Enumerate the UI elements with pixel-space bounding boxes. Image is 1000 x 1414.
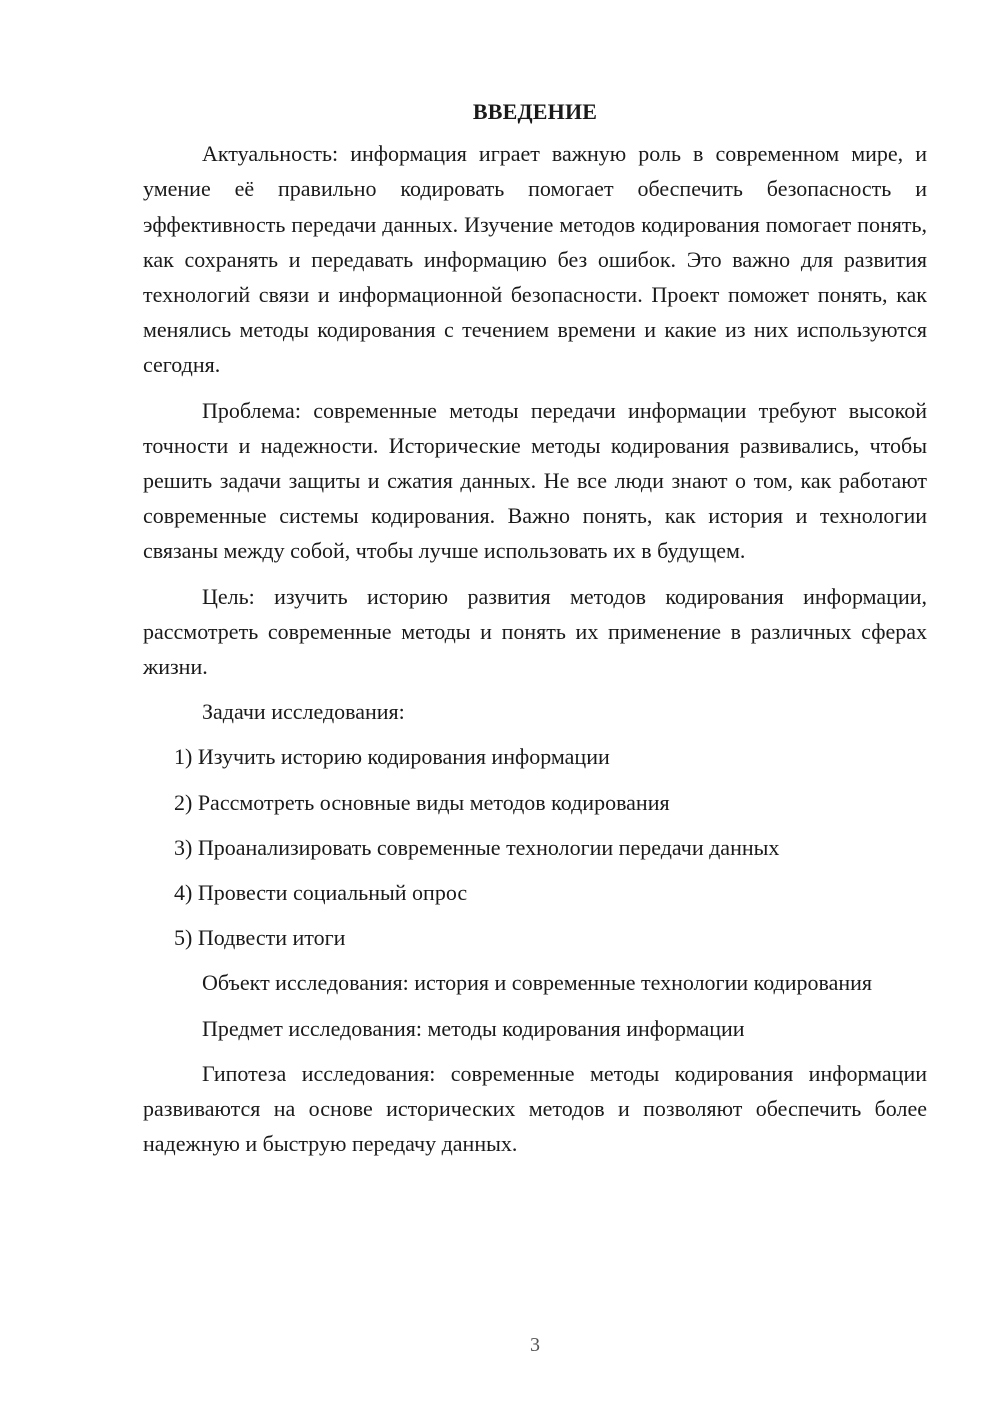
task-item: 5) Подвести итоги [174,925,346,951]
page-number: 3 [530,1334,540,1356]
task-item: 3) Проанализировать современные технологии передачи данных [174,834,780,860]
tasks-heading: Задачи исследования: [202,699,405,725]
page-content [143,94,927,1171]
task-item: 4) Провести социальный опрос [174,880,468,906]
paragraph-object: Объект исследования: история и современные технологии кодирования [202,970,873,996]
paragraph-subject: Предмет исследования: методы кодирования информации [202,1015,745,1041]
task-item: 2) Рассмотреть основные виды методов кодирования [174,789,670,815]
task-item: 1) Изучить историю кодирования информации [174,744,610,770]
paragraph-hypothesis: Гипотеза исследования: современные методы кодирования информации развиваются на основе исторических методов и позволяют обеспечить более надежную и быструю передачу данных. [143,1060,927,1157]
task-list [143,739,927,955]
section-title: ВВЕДЕНИЕ [472,99,598,124]
paragraph-relevance: Актуальность: информация играет важную роль в современном мире, и умение её правильно кодировать помогает обеспечить безопасность и эффективность передачи данных. Изучение методов кодирования помогает понять, как сохранять и передавать информацию без ошибок. Это важно для развития технологий связи и информационной безопасности. Проект поможет понять, как менялись методы кодирования с течением времени и какие из них используются сегодня. [143,141,927,378]
paragraph-goal: Цель: изучить историю развития методов кодирования информации, рассмотреть современные методы и понять их применение в различных сферах жизни. [143,583,927,680]
paragraph-problem: Проблема: современные методы передачи информации требуют высокой точности и надежности. Исторические методы кодирования развивались, чтобы решить задачи защиты и сжатия данных. Не все люди знают о том, как работают современные системы кодирования. Важно понять, как история и технологии связаны между собой, чтобы лучше использовать их в будущем. [143,397,927,564]
